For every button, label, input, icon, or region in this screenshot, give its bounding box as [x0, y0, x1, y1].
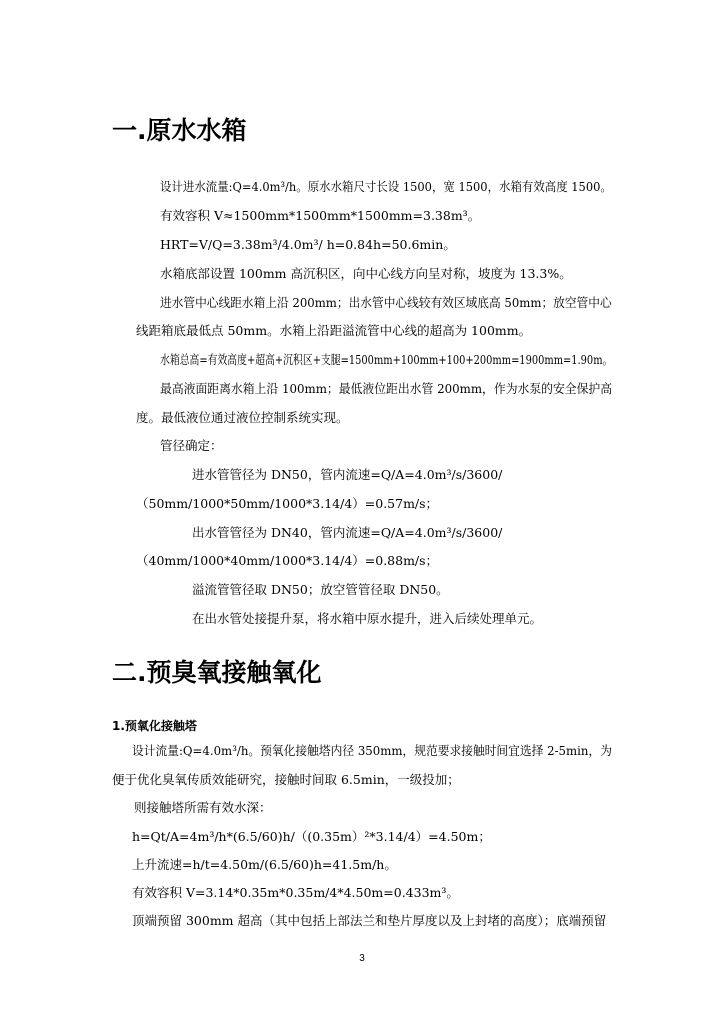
s1-line-4: 水箱底部设置 100mm 高沉积区，向中心线方向呈对称，坡度为 13.3%。 [160, 266, 572, 281]
s1-line-11: 进水管管径为 DN50，管内流速=Q/A=4.0m³/s/3600/ [192, 467, 503, 482]
s1-line-1: 设计进水流量:Q=4.0m³/h。原水水箱尺寸长设 1500，宽 1500，水箱有效高度 1500。 [160, 179, 612, 194]
s2-line-2: 便于优化臭氧传质效能研究，接触时间取 6.5min，一级投加； [112, 772, 460, 787]
s2-line-6: 有效容积 V=3.14*0.35m*0.35m/4*4.50m=0.433m³。 [132, 885, 459, 900]
section-2-subheading: 1.预氧化接触塔 [112, 719, 197, 733]
s1-line-12: （50mm/1000*50mm/1000*3.14/4）=0.57m/s； [136, 496, 439, 511]
s1-line-3: HRT=V/Q=3.38m³/4.0m³/ h=0.84h=50.6min。 [160, 237, 456, 252]
s1-line-10: 管径确定： [160, 438, 223, 453]
s1-line-16: 在出水管处接提升泵，将水箱中原水提升，进入后续处理单元。 [192, 611, 543, 626]
s1-line-2: 有效容积 V≈1500mm*1500mm*1500mm=3.38m³。 [160, 208, 481, 223]
s2-line-4: h=Qt/A=4m³/h*(6.5/60)h/（(0.35m）²*3.14/4）=4.50m； [132, 829, 491, 844]
s1-line-8: 最高液面距离水箱上沿 100mm；最低液位距出水管 200mm，作为水泵的安全保护高 [160, 381, 613, 396]
s1-line-15: 溢流管管径取 DN50；放空管管径取 DN50。 [192, 582, 449, 597]
s2-line-5: 上升流速=h/t=4.50m/(6.5/60)h=41.5m/h。 [132, 857, 397, 872]
s2-line-3: 则接触塔所需有效水深： [134, 800, 272, 815]
s1-line-13: 出水管管径为 DN40，管内流速=Q/A=4.0m³/s/3600/ [192, 525, 503, 540]
s2-line-7: 顶端预留 300mm 超高（其中包括上部法兰和垫片厚度以及上封堵的高度）；底端预留 [132, 913, 607, 928]
s1-line-7: 水箱总高=有效高度+超高+沉积区+支腿=1500mm+100mm+100+200mm=1900mm=1.90m。 [160, 352, 613, 367]
s1-line-6: 线距箱底最低点 50mm。水箱上沿距溢流管中心线的超高为 100mm。 [136, 323, 532, 338]
section-1-heading: 一.原水水箱 [112, 116, 247, 145]
s1-line-5: 进水管中心线距水箱上沿 200mm；出水管中心线较有效区域底高 50mm；放空管中心 [160, 295, 612, 310]
s2-line-1: 设计流量:Q=4.0m³/h。预氧化接触塔内径 350mm，规范要求接触时间宜选择 2-5min，为 [132, 743, 612, 758]
s1-line-14: （40mm/1000*40mm/1000*3.14/4）=0.88m/s； [136, 553, 439, 568]
section-2-heading: 二.预臭氧接触氧化 [112, 658, 322, 687]
page-number: 3 [359, 953, 365, 964]
s1-line-9: 度。最低液位通过液位控制系统实现。 [136, 410, 349, 425]
